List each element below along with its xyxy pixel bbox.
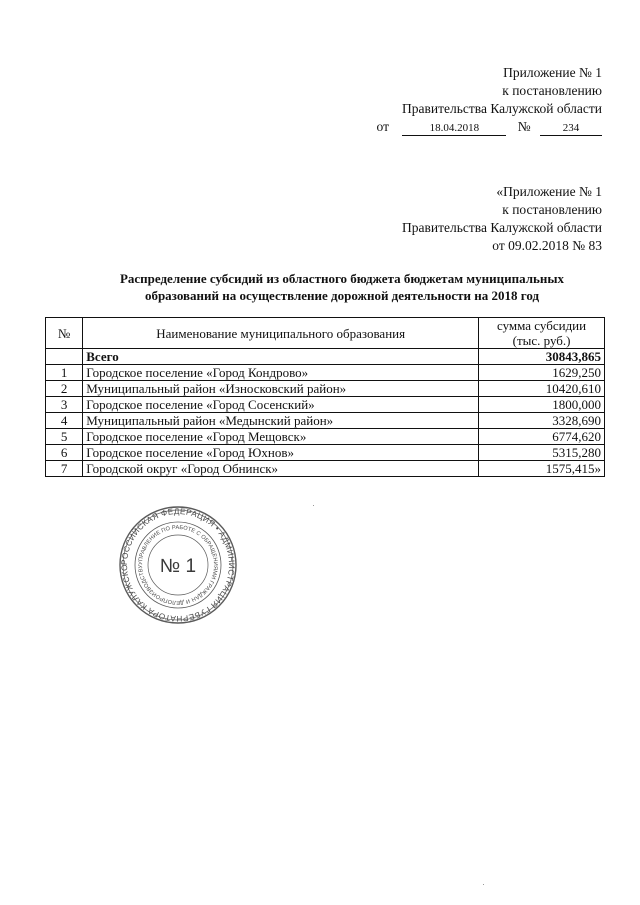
appendix-original xyxy=(402,183,602,255)
row-no: 3 xyxy=(46,397,83,413)
title-line2: образований на осуществление дорожной деятельности на 2018 год xyxy=(144,288,540,303)
table-row xyxy=(46,461,605,477)
appendix-current-line2: к постановлению xyxy=(502,83,602,98)
table-row xyxy=(46,445,605,461)
table-row xyxy=(46,365,605,381)
total-no-cell xyxy=(46,349,83,365)
row-sum: 10420,610 xyxy=(479,381,605,397)
decree-date: 18.04.2018 xyxy=(402,121,506,136)
number-sign: № xyxy=(517,119,531,134)
row-no: 6 xyxy=(46,445,83,461)
row-name: Городское поселение «Город Кондрово» xyxy=(83,365,479,381)
date-prefix: от xyxy=(376,119,389,134)
row-name: Городской округ «Город Обнинск» xyxy=(83,461,479,477)
total-row xyxy=(46,349,605,365)
row-no: 1 xyxy=(46,365,83,381)
header-no: № xyxy=(46,318,83,349)
stamp-outer-text: РОССИЙСКАЯ ФЕДЕРАЦИЯ • АДМИНИСТРАЦИЯ ГУБЕРНАТОРА КАЛУЖСКО xyxy=(119,506,237,624)
row-sum: 6774,620 xyxy=(479,429,605,445)
table-row xyxy=(46,381,605,397)
appendix-original-line2: к постановлению xyxy=(502,202,602,217)
total-value: 30843,865 xyxy=(479,349,605,365)
header-name: Наименование муниципального образования xyxy=(83,318,479,349)
appendix-current-line3: Правительства Калужской области xyxy=(401,101,602,116)
row-name: Городское поселение «Город Юхнов» xyxy=(83,445,479,461)
row-no: 5 xyxy=(46,429,83,445)
decree-number: 234 xyxy=(540,121,602,136)
appendix-original-line3: Правительства Калужской области xyxy=(401,220,602,235)
appendix-original-line1: «Приложение № 1 xyxy=(496,184,602,199)
row-no: 7 xyxy=(46,461,83,477)
row-name: Городское поселение «Город Сосенский» xyxy=(83,397,479,413)
row-sum: 1629,250 xyxy=(479,365,605,381)
row-name: Муниципальный район «Медынский район» xyxy=(83,413,479,429)
subsidy-table xyxy=(45,317,605,477)
official-stamp xyxy=(118,505,238,625)
header-sum-line2: (тыс. руб.) xyxy=(512,333,571,348)
appendix-current xyxy=(377,64,603,136)
appendix-original-line4: от 09.02.2018 № 83 xyxy=(492,238,602,253)
table-row xyxy=(46,429,605,445)
row-name: Муниципальный район «Износковский район» xyxy=(83,381,479,397)
row-name: Городское поселение «Город Мещовск» xyxy=(83,429,479,445)
table-row xyxy=(46,397,605,413)
total-label: Всего xyxy=(83,349,479,365)
appendix-current-line1: Приложение № 1 xyxy=(503,65,602,80)
scan-speck xyxy=(313,505,314,506)
table-row xyxy=(46,413,605,429)
scan-speck xyxy=(483,884,484,885)
row-no: 4 xyxy=(46,413,83,429)
stamp-number: № 1 xyxy=(159,556,197,577)
row-sum: 5315,280 xyxy=(479,445,605,461)
row-sum: 1575,415» xyxy=(479,461,605,477)
row-no: 2 xyxy=(46,381,83,397)
header-sum-line1: сумма субсидии xyxy=(496,318,587,333)
stamp-graphic xyxy=(118,505,238,625)
title-line1: Распределение субсидий из областного бюджета бюджетам муниципальных xyxy=(119,271,565,286)
document-title xyxy=(92,270,592,304)
header-sum xyxy=(479,318,605,349)
stamp-inner-text: УПРАВЛЕНИЕ ПО РАБОТЕ С ОБРАЩЕНИЯМИ ГРАЖДАН И ДЕЛОПРОИЗВОДСТВУ xyxy=(137,524,219,606)
table-header-row xyxy=(46,318,605,349)
row-sum: 3328,690 xyxy=(479,413,605,429)
row-sum: 1800,000 xyxy=(479,397,605,413)
appendix-current-date-line xyxy=(377,118,603,136)
